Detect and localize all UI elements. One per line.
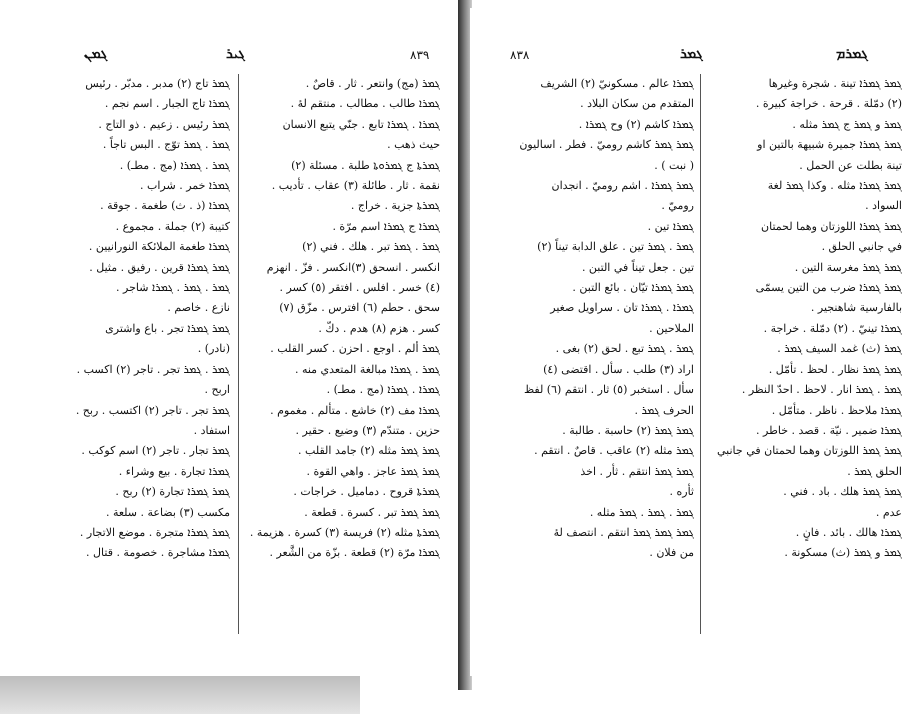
entry-line: ܓܡܪ رئيس . زعيم . ذو التاج . (98, 117, 230, 131)
entry-line: السواد . (865, 199, 902, 213)
entry-line: ܓܡܪ ܓܡܪܐ . اشم روميّ . انجدان (551, 179, 694, 193)
right-page-number: ٨٣٨ (510, 48, 530, 62)
entry-line: ܓܡܪ (ث) غمد السيف ܓܡܪ . (777, 342, 902, 356)
entry-line: ܓܡܪܬܐ مثله (٢) فريسة (٣) كسرة . هزيمة . (249, 525, 440, 539)
entry-line: ܓܡܪ ܓܡܪ انتقم . ثأر . اخذ (580, 464, 694, 478)
entry-line: في جانبي الحلق . (821, 240, 902, 254)
entry-line: ܓܡܪ . ܓܡܪ . ܓܡܪ مثله . (589, 505, 694, 519)
left-page-header-left: ܓܡܢ (84, 46, 108, 62)
right-page-header-center: ܓܡܪ (680, 46, 703, 62)
entry-line: حيث ذهب . (387, 138, 440, 152)
entry-line: اراد (٣) طلب . سأل . اقتضى (٤) (543, 362, 694, 376)
entry-line: ܓܡܪܐ (ذ . ث) طغمة . جوقة . (100, 199, 230, 213)
entry-line: ܓܡܪܐ تينيّ . (٢) دمّلة . خراجة . (763, 321, 902, 335)
entry-line: ( نبت ) . (654, 158, 694, 172)
entry-line: ܓܡܪ ܓܡܪ مثله (٢) جامد القلب . (298, 444, 440, 458)
entry-line: ܓܡܪ (مج) وانتعر . ثار . قاصٌ . (305, 77, 440, 90)
entry-line: ܓܡܪ ܓܡܪ نظار . لحظ . تأمّل . (768, 362, 902, 376)
entry-line: كسر . هزم (٨) هدم . دكّ . (318, 321, 440, 335)
entry-line: ܓܡܪܐ مرّة (٢) قطعة . بزّة من الشَّعر . (269, 546, 440, 560)
entry-line: ܓܡܪܐ تجارة . بيع وشراء . (118, 464, 230, 478)
entry-line: ܓܡܪ ܓܡܪ ܓܡܪ انتقم . انتصف لهٔ (553, 525, 694, 539)
entry-line: ܓܡܪ ܓܡܪ هلك . باد . فني . (783, 485, 902, 499)
entry-line: ܓܡܪ ܓܡܪܐ تجر . باع واشترى (105, 321, 230, 335)
entry-line: بالفارسية شاهنجير . (810, 301, 902, 315)
entry-line: ܓܡܪ ܓܡܪܐ جميرة شبيهة بالتين او (757, 138, 902, 152)
entry-line: ܓܡܪ و ܓܡܪ ج ܓܡܪ مثله . (792, 117, 902, 131)
entry-line: تين . جعل تيناً في التبن . (581, 260, 694, 274)
entry-line: ܓܡܪ . ܓܡܪ توّج . البس تاجاً . (102, 138, 230, 152)
entry-line: ثأره . (669, 485, 694, 499)
left-page-column-right (244, 74, 440, 564)
column-divider (238, 74, 239, 634)
entry-line: ܓܡܪܬܐ قروح . دماميل . خراجات . (293, 485, 440, 499)
entry-line: ܓܡܪܐ ضمير . نيّة . قصد . خاطر . (756, 423, 902, 437)
entry-line: ܓܡܪܐ عالم . مسكونيّ (٢) الشريف (540, 77, 694, 90)
entry-line: ܓܡܪܐ ج ܓܡܪܐ اسم مرّة . (332, 219, 440, 233)
entry-line: ܓܡܪ تجر . تاجر (٢) اكتسب . ربح . (75, 403, 230, 417)
entry-line: ܓܡܪ ألم . اوجع . احزن . كسر القلب . (270, 342, 440, 356)
entry-line: ܓܡܪ ܓܡܪܐ متجرة . موضع الاتجار . (79, 525, 230, 539)
entry-line: (نادر) . (197, 342, 230, 356)
entry-line: ܓܡܪ . ܓܡܪ . ܓܡܪܐ شاجر . (116, 281, 230, 295)
entry-line: ܓܡܪܐ مف (٢) خاشع . متألم . مغموم . (270, 403, 440, 417)
left-page-header-right: ܓܝܪ (226, 46, 246, 62)
entry-line: ܓܡܪ تجار . تاجر (٢) اسم كوكب . (81, 444, 230, 458)
entry-line: عدم . (875, 505, 902, 519)
entry-line: ܓܡܪܬܐ ج ܓܡܪܘܬܐ طلبة . مسئلة (٢) (291, 158, 440, 172)
entry-line: ܓܡܪ . ܓܡܪܐ (مج . مطـ) . (119, 158, 230, 172)
entry-line: الحلق ܓܡܪ . (847, 464, 902, 478)
entry-line: ܓܡܪܐ هالك . بائد . فانٍ . (795, 525, 902, 539)
entry-line: ܓܡܪ ܓܡܪ عاجز . واهي القوة . (306, 464, 440, 478)
entry-line: ܓܡܪ ܓܡܪܐ اللوزتان وهما لحمتان (761, 219, 902, 233)
entry-line: ܓܡܪ ܓܡܪܐ قرين . رفيق . مثيل . (89, 260, 230, 274)
right-page (470, 8, 918, 676)
entry-line: ܓܡܪܬܐ جزية . خراج . (350, 199, 440, 213)
entry-line: ܓܡܪ ܓܡܪܐ تيّان . بائع التبن . (572, 281, 694, 295)
entry-line: ܓܡܪܐ . ܓܡܪܐ (مج . مطـ) . (326, 383, 440, 397)
entry-line: ܓܡܪ . ܓܡܪ تين . علق الدابة تيناً (٢) (537, 240, 694, 254)
left-page-number: ٨٣٩ (410, 48, 430, 62)
entry-line: ܓܡܪܐ تين . (647, 219, 694, 233)
entry-line: ܓܡܪܐ طغمة الملائكة النورانيين . (88, 240, 230, 254)
entry-line: ܓܡܪ ܓܡܪܐ مثله . وكذا ܓܡܪ لغة (767, 179, 902, 193)
entry-line: ܓܡܪ مثله (٢) عاقب . قاصٌ . انتقم . (534, 444, 694, 458)
entry-line: ܓܡܪ ܓܡܪܐ ضرب من التين يسمّى (755, 281, 902, 295)
entry-line: المتقدم من سكان البلاد . (580, 97, 694, 111)
entry-line: ܓܡܪܐ كاشم (٢) وح ܓܡܪܐ . (578, 117, 694, 131)
entry-line: سأل . استخبر (٥) ثار . انتقم (٦) لفظ (523, 383, 694, 397)
entry-line: (٢) دمّلة . قرحة . خراجة كبيرة . (755, 97, 902, 111)
entry-line: ܓܡܪ و ܓܡܪ (ث) مسكونة . (784, 546, 902, 560)
entry-line: الملاحين . (649, 321, 694, 335)
entry-line: ܓܡܪ ܓܡܪ مغرسة التين . (794, 260, 902, 274)
entry-line: ܓܡܪܐ . ܓܡܪܐ تابع . جنّي يتبع الانسان (282, 117, 440, 131)
entry-line: مكسب (٣) بضاعة . سلعة . (105, 505, 230, 519)
column-divider (700, 74, 701, 634)
entry-line: انكسر . انسحق (٣)انكسر . فزّ . انهزم (266, 260, 440, 274)
entry-line: حزين . متندّم (٣) وضيع . حقير . (295, 423, 440, 437)
entry-line: تينة بطلت عن الحمل . (799, 158, 902, 172)
entry-line: ܓܡܪ ܓܡܪ (٢) حاسبة . طالبة . (562, 423, 694, 437)
entry-line: اربح . (204, 383, 230, 397)
left-page (6, 8, 459, 676)
right-page-column-right (706, 74, 902, 564)
entry-line: ܓܡܪ . ܓܡܪ انار . لاحظ . احدّ النظر . (741, 383, 902, 397)
entry-line: ܓܡܪ . ܓܡܪܐ مبالغة المتعدي منه . (294, 362, 440, 376)
entry-line: ܓܡܪ ܓܡܪ تبر . كسرة . قطعة . (304, 505, 440, 519)
entry-line: ܓܡܪ تاج (٢) مدبر . مدبّر . رئيس (85, 77, 230, 90)
entry-line: نقمة . ثار . طائلة (٣) عقاب . تأديب . (271, 179, 440, 193)
entry-line: ܓܡܪܐ خمر . شراب . (140, 179, 230, 193)
entry-line: ܓܡܪܐ . ܓܡܪܐ تان . سراويل صغير (550, 301, 694, 315)
right-page-header-right: ܓܡܪܡ (836, 46, 868, 62)
left-page-column-left (34, 74, 230, 564)
scan-shadow (0, 676, 360, 714)
entry-line: ܓܡܪ . ܓܡܪ تبر . هلك . فني (٢) (302, 240, 440, 254)
entry-line: ܓܡܪܐ طالب . مطالب . منتقم لهٔ . (290, 97, 440, 111)
entry-line: ܓܡܪ ܓܡܪ اللوزتان وهما لحمتان في جانبي (717, 444, 902, 458)
entry-line: ܓܡܪ . ܓܡܪ تجر . تاجر (٢) اكسب . (76, 362, 230, 376)
entry-line: ܓܡܪܐ مشاجرة . خصومة . قتال . (86, 546, 230, 560)
entry-line: ܓܡܪ ܓܡܪܐ تجارة (٢) ربح . (115, 485, 230, 499)
right-page-column-left (498, 74, 694, 564)
entry-line: نازع . خاصم . (167, 301, 230, 315)
entry-line: روميّ . (661, 199, 694, 213)
entry-line: كتيبة (٢) جملة . مجموع . (115, 219, 230, 233)
entry-line: ܓܡܪܐ تاج الجبار . اسم نجم . (104, 97, 230, 111)
entry-line: الحرف ܓܡܪ . (634, 403, 694, 417)
entry-line: ܓܡܪ ܓܡܪܐ تينة . شجرة وغيرها (768, 77, 902, 90)
entry-line: استفاد . (193, 423, 230, 437)
entry-line: (٤) خسر . افلس . افتقر (٥) كسر . (279, 281, 440, 295)
entry-line: ܓܡܪ ܓܡܪ كاشم روميّ . فطر . اساليون (519, 138, 694, 152)
entry-line: سحق . حطم (٦) افترس . مزّق (٧) (279, 301, 440, 315)
entry-line: ܓܡܪ . ܓܡܪ تبع . لحق (٢) بغى . (555, 342, 694, 356)
entry-line: ܓܡܪܐ ملاحظ . ناظر . متأمّل . (771, 403, 902, 417)
entry-line: من فلان . (649, 546, 694, 560)
